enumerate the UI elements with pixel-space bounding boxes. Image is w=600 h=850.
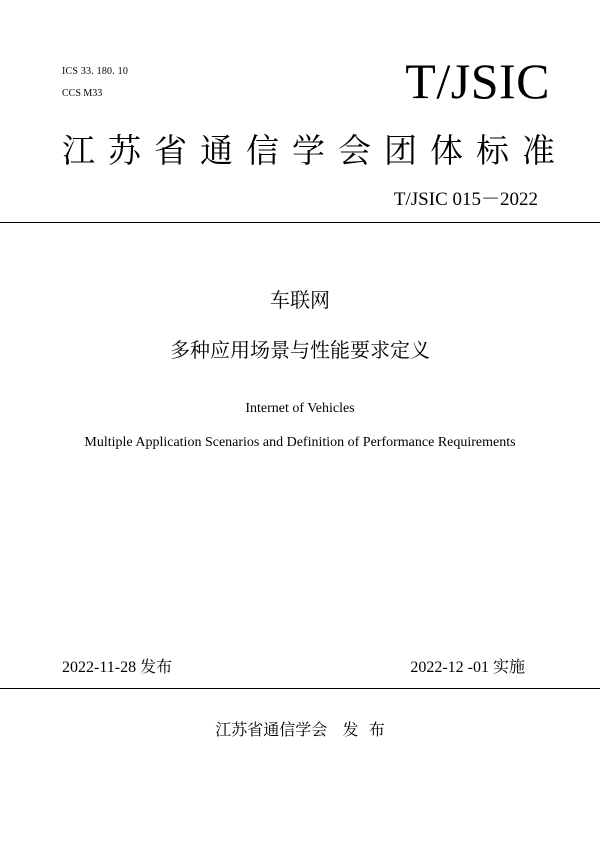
publisher: 江苏省通信学会 发 布 [215, 720, 385, 739]
english-title-line-2: Multiple Application Scenarios and Definition of Performance Requirements [84, 435, 516, 450]
organization-standard-title: 江苏省通信学会团体标准 [62, 131, 568, 170]
implementation-date: 2022-12 -01 实施 [410, 659, 525, 676]
chinese-title-line-2: 多种应用场景与性能要求定义 [170, 338, 430, 362]
ics-code: ICS 33. 180. 10 [62, 66, 129, 77]
chinese-title-line-1: 车联网 [270, 288, 330, 312]
top-divider [0, 222, 600, 223]
english-title-line-1: Internet of Vehicles [245, 401, 355, 416]
ccs-code: CCS M33 [62, 88, 103, 99]
standard-brand: T/JSIC [405, 53, 550, 109]
publish-date: 2022-11-28 发布 [62, 659, 173, 676]
standard-number: T/JSIC 015－2022 [393, 189, 538, 210]
bottom-divider [0, 688, 600, 689]
